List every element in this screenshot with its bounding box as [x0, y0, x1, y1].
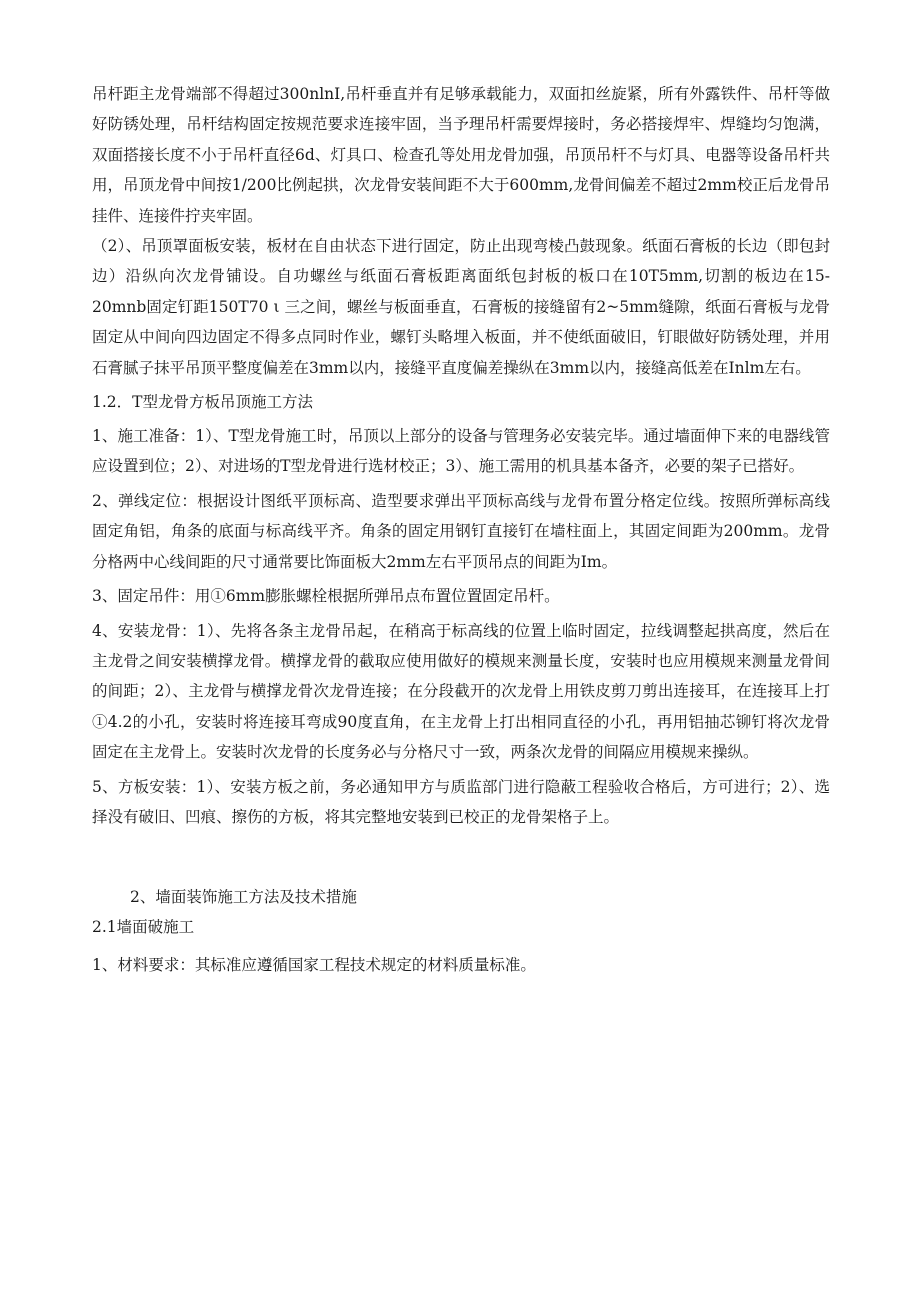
heading-wall-tile: 2.1墙面破施工: [92, 918, 195, 937]
paragraph-hanger-rules: 吊杆距主龙骨端部不得超过300nlnI,吊杆垂直并有足够承载能力，双面扣丝旋紧，所有外露铁件、吊杆等做好防锈处理，吊杆结构固定按规范要求连接牢固，当予理吊杆需要焊接时，务必搭接焊牢、焊缝均匀饱满，双面搭接长度不小于吊杆直径6d、灯具口、检查孔等处用龙骨加强，吊顶吊杆不与灯具、电器等设备吊杆共用，吊顶龙骨中间按1/200比例起拱，次龙骨安装间距不大于600mm,龙骨间偏差不超过2mm校正后龙骨吊挂件、连接件拧夹牢固。: [92, 85, 830, 225]
paragraph-material-requirements: 1、材料要求：其标准应遵循国家工程技术规定的材料质量标准。: [92, 956, 536, 975]
paragraph-ceiling-panel-install: （2）、吊顶罩面板安装，板材在自由状态下进行固定，防止出现弯棱凸鼓现象。纸面石膏板的长边（即包封边）沿纵向次龙骨铺设。自功螺丝与纸面石膏板距离面纸包封板的板口在10T5mm,切割的板边在15-20mnb固定钉距150T70 ι 三之间，螺丝与板面垂直，石膏板的接缝留有2~5mm缝隙，纸面石膏板与龙骨固定从中间向四边固定不得多点同时作业，螺钉头略埋入板面，并不使纸面破旧，钉眼做好防锈处理，并用石膏腻子抹平吊顶平整度偏差在3mm以内，接缝平直度偏差操纵在3mm以内，接缝高低差在Inlm左右。: [92, 237, 830, 377]
paragraph-install-keel: 4、安装龙骨：1）、先将各条主龙骨吊起，在稍高于标高线的位置上临时固定，拉线调整起拱高度，然后在主龙骨之间安装横撑龙骨。横撑龙骨的截取应使用做好的模规来测量长度，安装时也应用模规来测量龙骨间的间距；2）、主龙骨与横撑龙骨次龙骨连接；在分段截开的次龙骨上用铁皮剪刀剪出连接耳，在连接耳上打①4.2的小孔，安装时将连接耳弯成90度直角，在主龙骨上打出相同直径的小孔，再用铝抽芯铆钉将次龙骨固定在主龙骨上。安装时次龙骨的长度务必与分格尺寸一致，两条次龙骨的间隔应用模规来操纵。: [92, 621, 830, 762]
heading-wall-decoration: 2、墙面装饰施工方法及技术措施: [130, 888, 357, 907]
paragraph-fix-hangers: 3、固定吊件：用①6mm膨胀螺栓根据所弹吊点布置位置固定吊杆。: [92, 587, 560, 606]
paragraph-line-positioning: 2、弹线定位：根据设计图纸平顶标高、造型要求弹出平顶标高线与龙骨布置分格定位线。按照所弹标高线固定角铝，角条的底面与标高线平齐。角条的固定用钢钉直接钉在墙柱面上，其固定间距为200mm。龙骨分格两中心线间距的尺寸通常要比饰面板大2mm左右平顶吊点的间距为Im。: [92, 491, 830, 571]
heading-t-keel-method: 1.2．T型龙骨方板吊顶施工方法: [92, 393, 313, 412]
paragraph-preparation: 1、施工准备：1）、T型龙骨施工时，吊顶以上部分的设备与管理务必安装完毕。通过墙面伸下来的电器线管应设置到位；2）、对进场的T型龙骨进行选材校正；3）、施工需用的机具基本备齐，必要的架子已搭好。: [92, 427, 830, 476]
paragraph-panel-install: 5、方板安装：1）、安装方板之前，务必通知甲方与质监部门进行隐蔽工程验收合格后，方可进行；2）、选择没有破旧、凹痕、擦伤的方板，将其完整地安装到已校正的龙骨架格子上。: [92, 777, 830, 826]
